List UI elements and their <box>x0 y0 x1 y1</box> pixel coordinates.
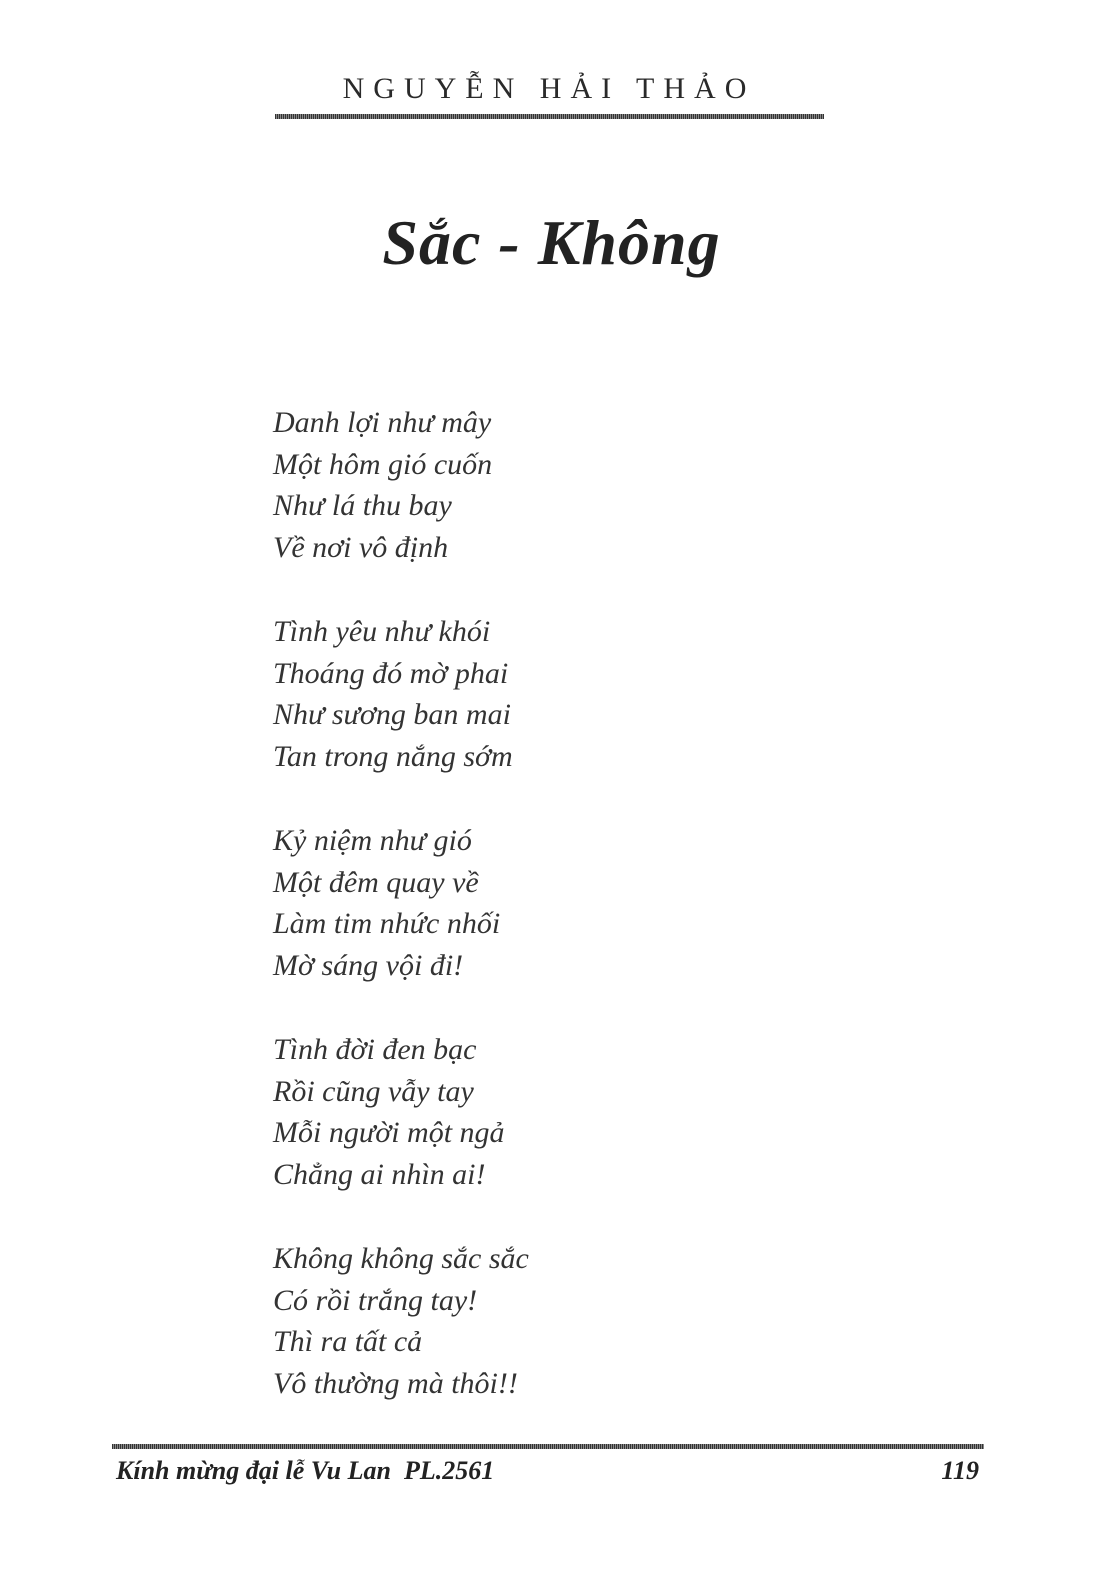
author-name: NGUYỄN HẢI THẢO <box>342 72 756 105</box>
stanza <box>273 1238 793 1404</box>
poem-line: Không không sắc sắc <box>273 1242 529 1275</box>
stanza <box>273 611 793 777</box>
poem-line: Tình đời đen bạc <box>273 1033 477 1066</box>
poem-line: Một đêm quay về <box>273 865 479 899</box>
poem-line: Làm tim nhức nhối <box>273 907 501 940</box>
poem-line: Kỷ niệm như gió <box>273 824 472 857</box>
stanza <box>273 402 793 568</box>
page-number: 119 <box>941 1456 979 1485</box>
poem-line: Như sương ban mai <box>273 698 511 731</box>
poem-title: Sắc - Không <box>382 207 721 278</box>
footer-caption: Kính mừng đại lễ Vu Lan PL.2561 <box>116 1456 495 1485</box>
poem-line: Tan trong nắng sớm <box>273 739 513 773</box>
header-divider <box>275 114 824 119</box>
poem-line: Thì ra tất cả <box>273 1325 423 1358</box>
poem-line: Vô thường mà thôi!! <box>273 1366 518 1400</box>
poem-line: Rồi cũng vẫy tay <box>273 1074 474 1108</box>
poem-line: Thoáng đó mờ phai <box>273 656 509 690</box>
poem-line: Như lá thu bay <box>273 489 452 522</box>
poem-line: Danh lợi như mây <box>273 406 492 439</box>
stanza <box>273 1029 793 1195</box>
poem-body <box>273 402 793 1447</box>
footer-divider <box>112 1444 984 1449</box>
poem-line: Mờ sáng vội đi! <box>273 948 464 982</box>
poem-line: Về nơi vô định <box>273 530 449 564</box>
poem-line: Tình yêu như khói <box>273 615 491 648</box>
poem-line: Chẳng ai nhìn ai! <box>273 1157 486 1191</box>
poem-line: Mỗi người một ngả <box>273 1116 505 1149</box>
poem-line: Một hôm gió cuốn <box>273 447 493 481</box>
stanza <box>273 820 793 986</box>
poem-line: Có rồi trắng tay! <box>273 1283 478 1317</box>
